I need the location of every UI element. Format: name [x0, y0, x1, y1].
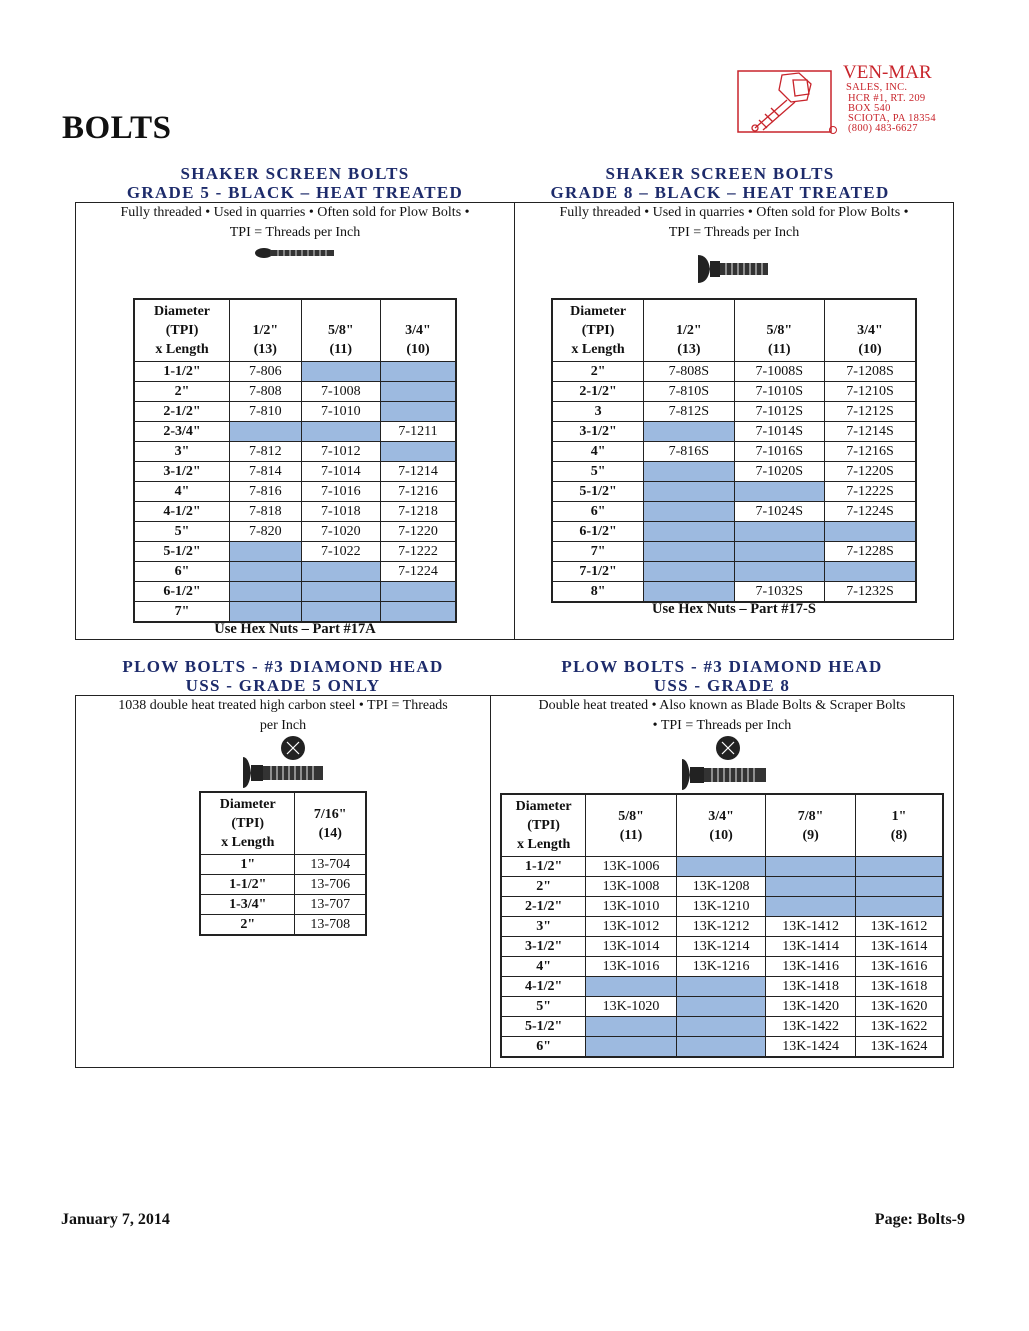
col-header: Diameter (TPI) x Length: [134, 299, 230, 362]
part-number-cell: 13K-1014: [586, 937, 677, 957]
part-number-cell: 7-820: [230, 522, 302, 542]
part-number-cell: 13K-1418: [766, 977, 856, 997]
part-number-cell: 7-1210S: [825, 382, 916, 402]
unavailable-cell: [381, 362, 457, 382]
length-cell: 2-1/2": [552, 382, 644, 402]
heading-line: USS - GRADE 8: [653, 676, 791, 695]
part-number-cell: 13K-1216: [676, 957, 766, 977]
length-cell: 4": [134, 482, 230, 502]
table-row: [552, 482, 916, 502]
unavailable-cell: [381, 382, 457, 402]
part-number-cell: 7-1220S: [825, 462, 916, 482]
plow-grade5-heading: [76, 657, 490, 695]
table-row: [501, 1037, 943, 1058]
part-number-cell: 7-1008S: [734, 362, 824, 382]
logo: [737, 70, 837, 136]
unavailable-cell: [644, 422, 734, 442]
shaker5-description: [76, 203, 514, 243]
plow8-description: [491, 696, 953, 736]
part-number-cell: 7-1014: [301, 462, 380, 482]
length-cell: 2": [552, 362, 644, 382]
table-row: [134, 382, 456, 402]
unavailable-cell: [766, 897, 856, 917]
logo-line: BOX 540: [848, 103, 891, 114]
table-row: [134, 482, 456, 502]
table-row: [552, 422, 916, 442]
table-row: [552, 362, 916, 382]
diamond-head-bolt-icon: [241, 735, 325, 789]
description-line: • TPI = Threads per Inch: [652, 718, 792, 733]
col-header: Diameter (TPI) x Length: [552, 299, 644, 362]
table-row: [501, 977, 943, 997]
plow-grade8-heading: [491, 657, 953, 695]
col-header: 5/8" (11): [586, 794, 677, 857]
logo-bolt-icon: [737, 70, 837, 136]
heading-line: PLOW BOLTS - #3 DIAMOND HEAD: [122, 657, 444, 676]
part-number-cell: 7-1214S: [825, 422, 916, 442]
part-number-cell: 7-1020S: [734, 462, 824, 482]
table-row: [134, 602, 456, 623]
heading-line: SHAKER SCREEN BOLTS: [180, 164, 410, 183]
unavailable-cell: [734, 542, 824, 562]
part-number-cell: 7-1222S: [825, 482, 916, 502]
length-cell: 4-1/2": [134, 502, 230, 522]
unavailable-cell: [644, 582, 734, 603]
part-number-cell: 13K-1208: [676, 877, 766, 897]
unavailable-cell: [230, 542, 302, 562]
length-cell: 2": [200, 915, 295, 936]
round-head-bolt-icon: [696, 253, 770, 285]
table-row: [501, 937, 943, 957]
part-number-cell: 7-1014S: [734, 422, 824, 442]
part-number-cell: 13K-1020: [586, 997, 677, 1017]
table-row: [501, 877, 943, 897]
heading-line: GRADE 5 - BLACK – HEAT TREATED: [126, 183, 464, 202]
part-number-cell: 7-810S: [644, 382, 734, 402]
table-row: [501, 997, 943, 1017]
length-cell: 1-1/2": [501, 857, 586, 877]
length-cell: 2-1/2": [501, 897, 586, 917]
part-number-cell: 7-814: [230, 462, 302, 482]
unavailable-cell: [855, 857, 943, 877]
part-number-cell: 7-818: [230, 502, 302, 522]
unavailable-cell: [230, 582, 302, 602]
length-cell: 6": [552, 502, 644, 522]
part-number-cell: 7-810: [230, 402, 302, 422]
table-row: [134, 522, 456, 542]
table-header-row: [200, 792, 366, 855]
part-number-cell: 7-1010: [301, 402, 380, 422]
length-cell: 1": [200, 855, 295, 875]
page-title: BOLTS: [62, 110, 172, 146]
unavailable-cell: [676, 857, 766, 877]
unavailable-cell: [676, 997, 766, 1017]
table-row: [552, 562, 916, 582]
part-number-cell: 13K-1424: [766, 1037, 856, 1058]
table-row: [501, 957, 943, 977]
shaker5-table: [133, 298, 457, 623]
length-cell: 5": [552, 462, 644, 482]
unavailable-cell: [676, 977, 766, 997]
length-cell: 4": [501, 957, 586, 977]
unavailable-cell: [734, 482, 824, 502]
table-row: [134, 502, 456, 522]
table-row: [134, 442, 456, 462]
table-row: [134, 462, 456, 482]
table-row: [134, 562, 456, 582]
part-number-cell: 13K-1614: [855, 937, 943, 957]
table-row: [501, 857, 943, 877]
plow5-table: [199, 791, 367, 936]
unavailable-cell: [644, 502, 734, 522]
length-cell: 4-1/2": [501, 977, 586, 997]
part-number-cell: 7-1228S: [825, 542, 916, 562]
shaker-grade8-heading: [515, 164, 925, 202]
description-line: Double heat treated • Also known as Blade Bolts & Scraper Bolts: [538, 698, 906, 713]
col-header: 1/2" (13): [230, 299, 302, 362]
unavailable-cell: [825, 522, 916, 542]
length-cell: 6-1/2": [552, 522, 644, 542]
description-line: TPI = Threads per Inch: [668, 225, 800, 240]
logo-line: (800) 483-6627: [848, 123, 918, 134]
part-number-cell: 7-806: [230, 362, 302, 382]
part-number-cell: 13-706: [295, 875, 366, 895]
col-header: 3/4" (10): [676, 794, 766, 857]
unavailable-cell: [301, 582, 380, 602]
unavailable-cell: [644, 562, 734, 582]
part-number-cell: 7-816: [230, 482, 302, 502]
table-row: [552, 542, 916, 562]
col-header: 1/2" (13): [644, 299, 734, 362]
part-number-cell: 13K-1414: [766, 937, 856, 957]
length-cell: 2-3/4": [134, 422, 230, 442]
unavailable-cell: [381, 602, 457, 623]
shaker5-note: Use Hex Nuts – Part #17A: [214, 621, 376, 637]
length-cell: 1-1/2": [200, 875, 295, 895]
part-number-cell: 13K-1618: [855, 977, 943, 997]
length-cell: 7": [552, 542, 644, 562]
unavailable-cell: [644, 462, 734, 482]
part-number-cell: 7-1016S: [734, 442, 824, 462]
length-cell: 3-1/2": [552, 422, 644, 442]
part-number-cell: 7-1032S: [734, 582, 824, 603]
col-header: 5/8" (11): [734, 299, 824, 362]
table-header-row: [552, 299, 916, 362]
shaker-grade5-heading: [76, 164, 514, 202]
part-number-cell: 7-812: [230, 442, 302, 462]
logo-line: SALES, INC.: [846, 82, 908, 93]
part-number-cell: 13K-1420: [766, 997, 856, 1017]
part-number-cell: 13K-1412: [766, 917, 856, 937]
length-cell: 5": [501, 997, 586, 1017]
logo-line: HCR #1, RT. 209: [848, 93, 926, 104]
col-header: 7/16" (14): [295, 792, 366, 855]
part-number-cell: 7-1211: [381, 422, 457, 442]
table-row: [200, 875, 366, 895]
table-row: [552, 462, 916, 482]
unavailable-cell: [734, 562, 824, 582]
length-cell: 6": [501, 1037, 586, 1058]
unavailable-cell: [301, 362, 380, 382]
unavailable-cell: [644, 482, 734, 502]
unavailable-cell: [301, 422, 380, 442]
part-number-cell: 7-1216: [381, 482, 457, 502]
table-row: [501, 917, 943, 937]
plow8-table: [500, 793, 944, 1058]
part-number-cell: 7-1010S: [734, 382, 824, 402]
col-header: 3/4" (10): [825, 299, 916, 362]
heading-line: PLOW BOLTS - #3 DIAMOND HEAD: [561, 657, 883, 676]
unavailable-cell: [381, 442, 457, 462]
length-cell: 2": [134, 382, 230, 402]
table-row: [134, 422, 456, 442]
length-cell: 2-1/2": [134, 402, 230, 422]
table-row: [200, 855, 366, 875]
logo-line: SCIOTA, PA 18354: [848, 113, 936, 124]
logo-company-name: VEN-MAR: [843, 62, 932, 83]
part-number-cell: 13K-1622: [855, 1017, 943, 1037]
length-cell: 3": [501, 917, 586, 937]
part-number-cell: 7-1016: [301, 482, 380, 502]
unavailable-cell: [586, 1017, 677, 1037]
description-line: TPI = Threads per Inch: [229, 225, 361, 240]
part-number-cell: 13K-1416: [766, 957, 856, 977]
part-number-cell: 7-1012: [301, 442, 380, 462]
shaker8-table: [551, 298, 917, 603]
part-number-cell: 7-808S: [644, 362, 734, 382]
part-number-cell: 13K-1012: [586, 917, 677, 937]
part-number-cell: 13K-1010: [586, 897, 677, 917]
plow5-description: [76, 696, 490, 736]
length-cell: 5-1/2": [501, 1017, 586, 1037]
heading-line: GRADE 8 – BLACK – HEAT TREATED: [550, 183, 890, 202]
part-number-cell: 7-1012S: [734, 402, 824, 422]
table-row: [552, 582, 916, 603]
table-header-row: [134, 299, 456, 362]
unavailable-cell: [381, 402, 457, 422]
unavailable-cell: [676, 1017, 766, 1037]
shaker8-description: [515, 203, 953, 243]
description-line: 1038 double heat treated high carbon steel • TPI = Threads: [118, 698, 448, 713]
shaker8-note: Use Hex Nuts – Part #17-S: [652, 601, 816, 617]
description-line: Fully threaded • Used in quarries • Often sold for Plow Bolts •: [559, 205, 909, 220]
unavailable-cell: [230, 602, 302, 623]
part-number-cell: 7-1224: [381, 562, 457, 582]
length-cell: 6": [134, 562, 230, 582]
diamond-head-bolt-icon: [680, 735, 768, 791]
col-header: Diameter (TPI) x Length: [200, 792, 295, 855]
table-row: [200, 915, 366, 936]
part-number-cell: 7-816S: [644, 442, 734, 462]
table-row: [134, 362, 456, 382]
length-cell: 4": [552, 442, 644, 462]
length-cell: 1-3/4": [200, 895, 295, 915]
part-number-cell: 7-1008: [301, 382, 380, 402]
part-number-cell: 7-1232S: [825, 582, 916, 603]
part-number-cell: 7-1208S: [825, 362, 916, 382]
part-number-cell: 13K-1008: [586, 877, 677, 897]
part-number-cell: 7-1214: [381, 462, 457, 482]
length-cell: 3-1/2": [501, 937, 586, 957]
table-row: [501, 897, 943, 917]
part-number-cell: 7-1022: [301, 542, 380, 562]
part-number-cell: 7-1024S: [734, 502, 824, 522]
divider: [490, 695, 491, 1068]
unavailable-cell: [230, 562, 302, 582]
unavailable-cell: [676, 1037, 766, 1058]
part-number-cell: 7-1218: [381, 502, 457, 522]
part-number-cell: 13K-1016: [586, 957, 677, 977]
unavailable-cell: [644, 542, 734, 562]
part-number-cell: 13K-1624: [855, 1037, 943, 1058]
length-cell: 3": [134, 442, 230, 462]
table-row: [552, 522, 916, 542]
footer-date: January 7, 2014: [61, 1211, 170, 1228]
table-row: [552, 382, 916, 402]
unavailable-cell: [301, 562, 380, 582]
length-cell: 2": [501, 877, 586, 897]
part-number-cell: 13K-1006: [586, 857, 677, 877]
length-cell: 6-1/2": [134, 582, 230, 602]
col-header: 7/8" (9): [766, 794, 856, 857]
table-row: [200, 895, 366, 915]
table-row: [552, 502, 916, 522]
col-header: Diameter (TPI) x Length: [501, 794, 586, 857]
divider: [514, 202, 515, 640]
part-number-cell: 7-1020: [301, 522, 380, 542]
unavailable-cell: [644, 522, 734, 542]
part-number-cell: 13-707: [295, 895, 366, 915]
table-row: [134, 542, 456, 562]
carriage-bolt-icon: [254, 244, 336, 260]
part-number-cell: 13K-1214: [676, 937, 766, 957]
part-number-cell: 7-1220: [381, 522, 457, 542]
table-row: [552, 402, 916, 422]
table-header-row: [501, 794, 943, 857]
unavailable-cell: [825, 562, 916, 582]
length-cell: 5-1/2": [552, 482, 644, 502]
unavailable-cell: [381, 582, 457, 602]
length-cell: 3-1/2": [134, 462, 230, 482]
unavailable-cell: [766, 877, 856, 897]
table-row: [134, 582, 456, 602]
heading-line: SHAKER SCREEN BOLTS: [605, 164, 835, 183]
part-number-cell: 13K-1620: [855, 997, 943, 1017]
description-line: Fully threaded • Used in quarries • Often sold for Plow Bolts •: [120, 205, 470, 220]
part-number-cell: 13K-1210: [676, 897, 766, 917]
col-header: 1" (8): [855, 794, 943, 857]
part-number-cell: 7-1222: [381, 542, 457, 562]
length-cell: 5-1/2": [134, 542, 230, 562]
unavailable-cell: [301, 602, 380, 623]
unavailable-cell: [230, 422, 302, 442]
length-cell: 5": [134, 522, 230, 542]
part-number-cell: 7-1212S: [825, 402, 916, 422]
unavailable-cell: [855, 877, 943, 897]
table-row: [552, 442, 916, 462]
part-number-cell: 13K-1212: [676, 917, 766, 937]
part-number-cell: 7-808: [230, 382, 302, 402]
part-number-cell: 13K-1422: [766, 1017, 856, 1037]
length-cell: 7": [134, 602, 230, 623]
unavailable-cell: [586, 1037, 677, 1058]
unavailable-cell: [734, 522, 824, 542]
part-number-cell: 13-704: [295, 855, 366, 875]
part-number-cell: 7-1216S: [825, 442, 916, 462]
length-cell: 1-1/2": [134, 362, 230, 382]
footer-page-number: Page: Bolts-9: [874, 1211, 965, 1228]
part-number-cell: 13-708: [295, 915, 366, 936]
col-header: 3/4" (10): [381, 299, 457, 362]
length-cell: 7-1/2": [552, 562, 644, 582]
unavailable-cell: [586, 977, 677, 997]
length-cell: 8": [552, 582, 644, 603]
table-row: [501, 1017, 943, 1037]
part-number-cell: 13K-1612: [855, 917, 943, 937]
description-line: per Inch: [259, 718, 307, 733]
length-cell: 3: [552, 402, 644, 422]
col-header: 5/8" (11): [301, 299, 380, 362]
table-row: [134, 402, 456, 422]
heading-line: USS - GRADE 5 ONLY: [185, 676, 381, 695]
unavailable-cell: [855, 897, 943, 917]
unavailable-cell: [766, 857, 856, 877]
part-number-cell: 7-1224S: [825, 502, 916, 522]
part-number-cell: 7-812S: [644, 402, 734, 422]
part-number-cell: 7-1018: [301, 502, 380, 522]
part-number-cell: 13K-1616: [855, 957, 943, 977]
